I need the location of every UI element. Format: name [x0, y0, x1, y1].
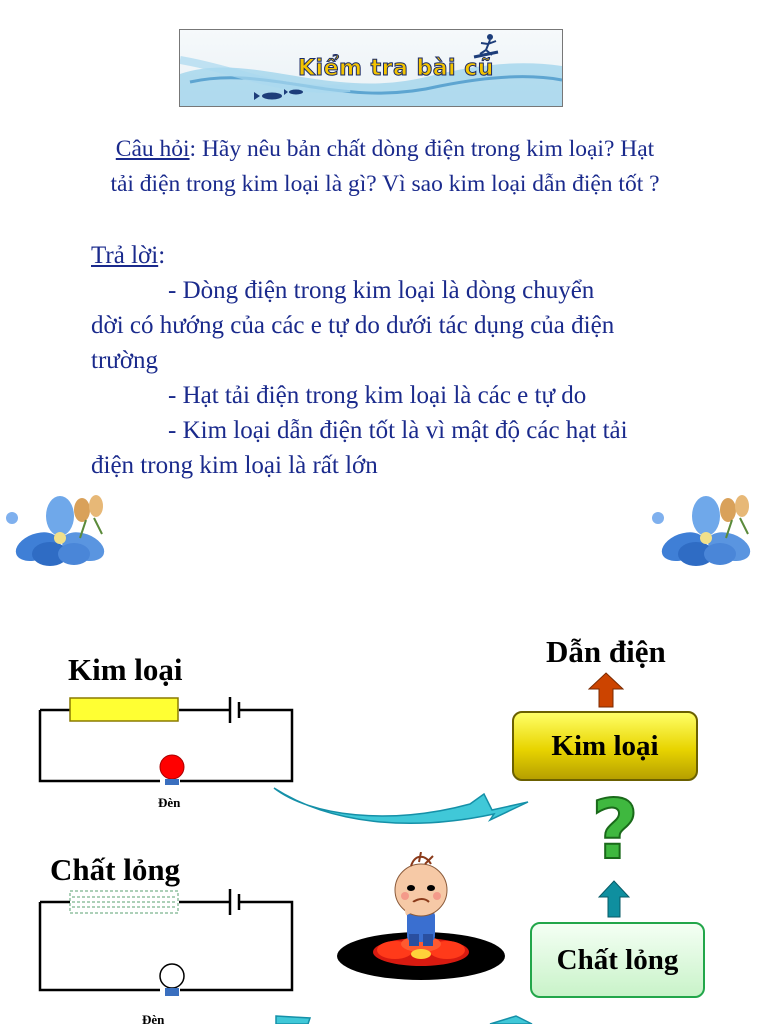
answer-label: Trả lời	[91, 242, 159, 269]
answer-block	[91, 238, 731, 483]
thinking-boy-icon	[335, 852, 507, 982]
answer-heading: Trả lời:	[91, 242, 166, 269]
curved-arrow-upper	[270, 780, 530, 830]
question-mark-icon: ?	[591, 783, 639, 878]
question-line-1: Câu hỏi: Hãy nêu bản chất dòng điện trong kim loại? Hạt	[115, 136, 655, 162]
metal-box: Kim loại	[512, 711, 698, 781]
question-line-2: tải điện trong kim loại là gì? Vì sao kim loại dẫn điện tốt ?	[110, 171, 660, 197]
metal-circuit-title: Kim loại	[68, 652, 183, 687]
question-label: Câu hỏi	[115, 136, 190, 162]
answer-line-4: - Hạt tải điện trong kim loại là các e tự do	[168, 382, 587, 409]
flower-icon	[2, 488, 120, 572]
lamp-base	[165, 779, 179, 785]
lamp-off	[160, 964, 184, 988]
liquid-lamp-label: Đèn	[142, 1012, 165, 1027]
metal-resistor	[70, 698, 178, 721]
liquid-circuit-diagram	[34, 880, 298, 998]
answer-line-5: - Kim loại dẫn điện tốt là vì mật độ các hạt tải	[168, 417, 628, 444]
arrow-up-teal-icon	[598, 880, 630, 918]
conducts-label: Dẫn điện	[546, 634, 666, 669]
liquid-circuit-title: Chất lỏng	[50, 852, 181, 887]
title-banner	[179, 29, 563, 107]
curved-arrow-lower	[270, 1014, 550, 1024]
metal-lamp-label: Đèn	[158, 795, 181, 810]
answer-line-2: dời có hướng của các e tự do dưới tác dụng của điện	[91, 312, 615, 339]
metal-circuit-diagram	[34, 685, 298, 785]
arrow-up-orange-icon	[588, 672, 624, 708]
banner-title: Kiểm tra bài cũ	[298, 56, 494, 81]
answer-line-3: trường	[91, 347, 159, 374]
answer-line-6: điện trong kim loại là rất lớn	[91, 452, 378, 479]
flower-icon	[648, 488, 766, 572]
liquid-box: Chất lỏng	[530, 922, 705, 998]
lamp-base	[165, 988, 179, 996]
surfer-icon	[474, 34, 498, 57]
question-block	[40, 132, 730, 202]
lamp-on	[160, 755, 184, 779]
answer-line-1: - Dòng điện trong kim loại là dòng chuyển	[168, 277, 595, 304]
